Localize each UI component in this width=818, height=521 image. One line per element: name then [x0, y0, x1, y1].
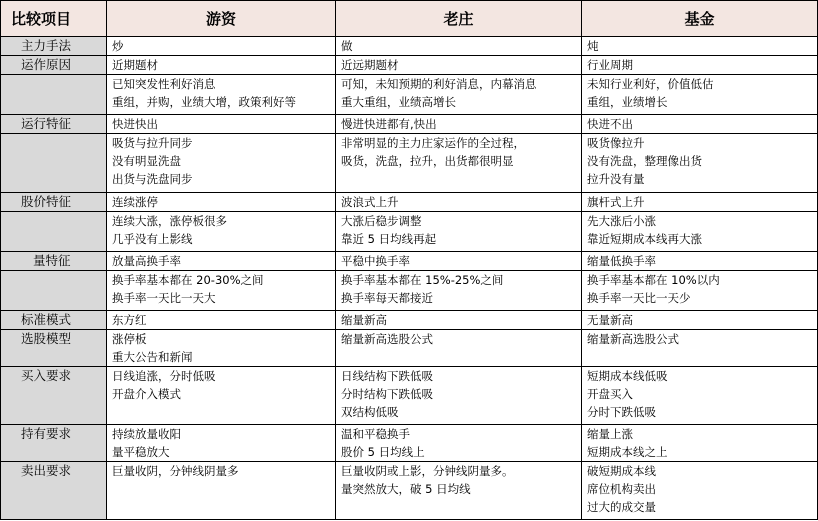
row-label: 量特征 [1, 252, 107, 271]
cell-text: 换手率一天比一天大 [112, 291, 216, 305]
cell-text: 巨量收阴或上影，分钟线阴量多。 [341, 464, 514, 478]
old-dealer-cell [336, 75, 582, 115]
table-row [1, 252, 818, 271]
table-body [1, 37, 818, 520]
old-dealer-cell [336, 252, 582, 271]
table-row [1, 115, 818, 134]
old-dealer-cell [336, 193, 582, 212]
cell-text: 放量高换手率 [112, 254, 181, 268]
cell-text: 重组，并购，业绩大增，政策利好等 [112, 95, 296, 109]
hot-money-cell [107, 37, 336, 56]
cell-text: 旗杆式上升 [587, 195, 645, 209]
cell-text: 分时结构下跌低吸 [341, 387, 433, 401]
cell-text: 换手率基本都在 10%以内 [587, 273, 720, 287]
hot-money-cell [107, 367, 336, 425]
old-dealer-cell [336, 462, 582, 520]
hot-money-cell [107, 425, 336, 462]
fund-cell [582, 37, 818, 56]
cell-text: 拉升没有量 [587, 172, 645, 186]
old-dealer-cell [336, 115, 582, 134]
cell-text: 行业周期 [587, 58, 633, 72]
table-row [1, 311, 818, 330]
cell-text: 未知行业利好，价值低估 [587, 77, 714, 91]
cell-text: 吸货与拉升同步 [112, 136, 193, 150]
row-label: 运作原因 [1, 56, 107, 75]
fund-cell [582, 311, 818, 330]
cell-text: 换手率每天都接近 [341, 291, 433, 305]
cell-text: 日线追涨，分时低吸 [112, 369, 216, 383]
cell-text: 缩量上涨 [587, 427, 633, 441]
row-label [1, 271, 107, 311]
cell-text: 开盘买入 [587, 387, 633, 401]
cell-text: 缩量新高选股公式 [587, 332, 679, 346]
fund-cell [582, 75, 818, 115]
fund-cell [582, 252, 818, 271]
cell-text: 缩量新高 [341, 313, 387, 327]
row-label: 买入要求 [1, 367, 107, 425]
hot-money-cell [107, 271, 336, 311]
cell-text: 波浪式上升 [341, 195, 399, 209]
cell-text: 靠近短期成本线再大涨 [587, 232, 702, 246]
table-row [1, 425, 818, 462]
cell-text: 几乎没有上影线 [112, 232, 193, 246]
cell-text: 日线结构下跌低吸 [341, 369, 433, 383]
header-old-dealer: 老庄 [336, 1, 582, 37]
cell-text: 非常明显的主力庄家运作的全过程， [341, 136, 525, 150]
cell-text: 破短期成本线 [587, 464, 656, 478]
table-row [1, 37, 818, 56]
cell-text: 分时下跌低吸 [587, 405, 656, 419]
cell-text: 吸货，洗盘，拉升，出货都很明显 [341, 154, 514, 168]
cell-text: 换手率一天比一天少 [587, 291, 691, 305]
cell-text: 持续放量收阳 [112, 427, 181, 441]
cell-text: 缩量新高选股公式 [341, 332, 433, 346]
table-row [1, 367, 818, 425]
table-row [1, 212, 818, 252]
header-hot-money: 游资 [107, 1, 336, 37]
row-label: 股价特征 [1, 193, 107, 212]
cell-text: 快进快出 [112, 117, 158, 131]
row-label: 卖出要求 [1, 462, 107, 520]
row-label: 主力手法 [1, 37, 107, 56]
cell-text: 平稳中换手率 [341, 254, 410, 268]
cell-text: 重大公告和新闻 [112, 350, 193, 364]
row-label: 选股模型 [1, 330, 107, 367]
hot-money-cell [107, 311, 336, 330]
hot-money-cell [107, 252, 336, 271]
fund-cell [582, 462, 818, 520]
header-comparison-item: 比较项目 [1, 1, 107, 37]
row-label: 运行特征 [1, 115, 107, 134]
hot-money-cell [107, 134, 336, 193]
fund-cell [582, 56, 818, 75]
header-fund: 基金 [582, 1, 818, 37]
old-dealer-cell [336, 311, 582, 330]
cell-text: 近远期题材 [341, 58, 399, 72]
fund-cell [582, 271, 818, 311]
fund-cell [582, 425, 818, 462]
fund-cell [582, 134, 818, 193]
cell-text: 没有明显洗盘 [112, 154, 181, 168]
hot-money-cell [107, 212, 336, 252]
hot-money-cell [107, 56, 336, 75]
cell-text: 重大重组，业绩高增长 [341, 95, 456, 109]
cell-text: 快进不出 [587, 117, 633, 131]
fund-cell [582, 212, 818, 252]
cell-text: 先大涨后小涨 [587, 214, 656, 228]
cell-text: 炒 [112, 39, 124, 53]
cell-text: 双结构低吸 [341, 405, 399, 419]
table-row [1, 271, 818, 311]
cell-text: 出货与洗盘同步 [112, 172, 193, 186]
hot-money-cell [107, 115, 336, 134]
hot-money-cell [107, 330, 336, 367]
cell-text: 靠近 5 日均线再起 [341, 232, 437, 246]
fund-cell [582, 367, 818, 425]
cell-text: 量平稳放大 [112, 445, 170, 459]
cell-text: 大涨后稳步调整 [341, 214, 422, 228]
cell-text: 吸货像拉升 [587, 136, 645, 150]
cell-text: 温和平稳换手 [341, 427, 410, 441]
cell-text: 缩量低换手率 [587, 254, 656, 268]
row-label: 标准模式 [1, 311, 107, 330]
cell-text: 没有洗盘，整理像出货 [587, 154, 702, 168]
cell-text: 巨量收阴，分钟线阴量多 [112, 464, 239, 478]
old-dealer-cell [336, 134, 582, 193]
fund-cell [582, 115, 818, 134]
hot-money-cell [107, 462, 336, 520]
cell-text: 过大的成交量 [587, 500, 656, 514]
cell-text: 重组，业绩增长 [587, 95, 668, 109]
old-dealer-cell [336, 212, 582, 252]
cell-text: 席位机构卖出 [587, 482, 656, 496]
old-dealer-cell [336, 367, 582, 425]
old-dealer-cell [336, 271, 582, 311]
row-label [1, 75, 107, 115]
cell-text: 换手率基本都在 20-30%之间 [112, 273, 264, 287]
cell-text: 开盘介入模式 [112, 387, 181, 401]
table-row [1, 330, 818, 367]
table-row [1, 134, 818, 193]
row-label [1, 134, 107, 193]
hot-money-cell [107, 193, 336, 212]
cell-text: 炖 [587, 39, 599, 53]
old-dealer-cell [336, 330, 582, 367]
cell-text: 换手率基本都在 15%-25%之间 [341, 273, 504, 287]
table-row [1, 75, 818, 115]
cell-text: 连续涨停 [112, 195, 158, 209]
old-dealer-cell [336, 37, 582, 56]
cell-text: 连续大涨，涨停板很多 [112, 214, 227, 228]
cell-text: 可知，未知预期的利好消息，内幕消息 [341, 77, 537, 91]
cell-text: 近期题材 [112, 58, 158, 72]
cell-text: 慢进快进都有,快出 [341, 117, 437, 131]
cell-text: 已知突发性利好消息 [112, 77, 216, 91]
header-row [1, 1, 818, 37]
cell-text: 量突然放大，破 5 日均线 [341, 482, 471, 496]
table-row [1, 193, 818, 212]
cell-text: 涨停板 [112, 332, 147, 346]
table-row [1, 462, 818, 520]
fund-cell [582, 193, 818, 212]
cell-text: 短期成本线之上 [587, 445, 668, 459]
cell-text: 股价 5 日均线上 [341, 445, 425, 459]
old-dealer-cell [336, 56, 582, 75]
row-label: 持有要求 [1, 425, 107, 462]
cell-text: 短期成本线低吸 [587, 369, 668, 383]
cell-text: 做 [341, 39, 353, 53]
fund-cell [582, 330, 818, 367]
old-dealer-cell [336, 425, 582, 462]
cell-text: 无量新高 [587, 313, 633, 327]
table-row [1, 56, 818, 75]
cell-text: 东方红 [112, 313, 147, 327]
row-label [1, 212, 107, 252]
hot-money-cell [107, 75, 336, 115]
